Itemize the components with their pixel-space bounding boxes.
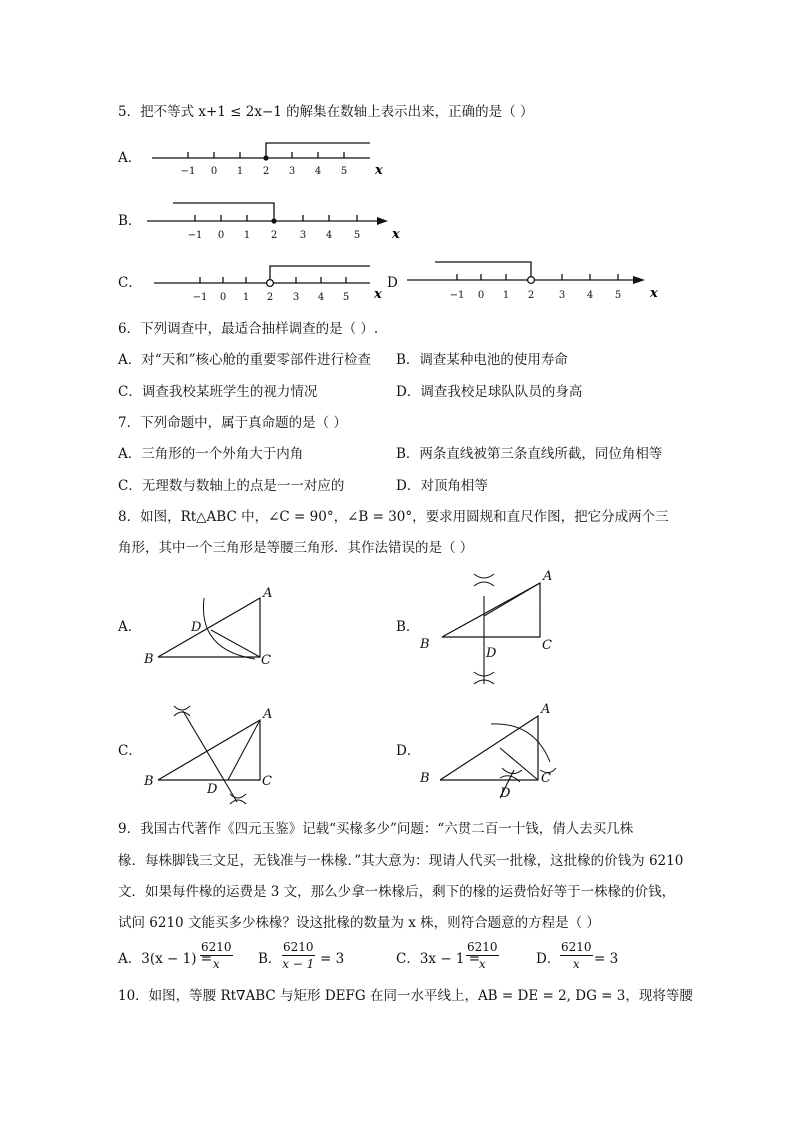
tick-label: 2 bbox=[266, 292, 274, 303]
point-label-a: A bbox=[541, 702, 551, 717]
q8-stem-line2: 角形，其中一个三角形是等腰三角形．其作法错误的是（ ） bbox=[118, 540, 474, 556]
q9-option-d-fraction bbox=[560, 941, 593, 970]
q9-option-d-suffix: = 3 bbox=[594, 951, 619, 967]
point-label-c: C bbox=[542, 638, 552, 653]
q9-stem-line1: 9．我国古代著作《四元玉鉴》记载“买椽多少”问题：“六贯二百一十钱，倩人去买几株 bbox=[118, 821, 634, 837]
q5-number-line-a bbox=[148, 138, 398, 178]
tick-label: 4 bbox=[317, 292, 325, 303]
point-label-d: D bbox=[207, 782, 218, 797]
q7-option-c: C．无理数与数轴上的点是一一对应的 bbox=[118, 478, 345, 494]
q8-figure-a bbox=[140, 580, 290, 670]
q5-option-c-label: C． bbox=[118, 275, 142, 291]
tick-label: 3 bbox=[292, 292, 300, 303]
fraction-numerator: 6210 bbox=[561, 940, 592, 954]
q9-option-b-prefix: B． bbox=[258, 951, 282, 967]
tick-label: 2 bbox=[270, 230, 278, 240]
point-label-a: A bbox=[263, 707, 273, 722]
point-label-b: B bbox=[420, 637, 430, 652]
q9-option-a-fraction bbox=[200, 941, 233, 970]
q5-number-line-c bbox=[150, 262, 390, 304]
q5-option-d-label: D bbox=[387, 275, 398, 291]
point-label-b: B bbox=[420, 771, 430, 786]
tick-label: −1 bbox=[187, 230, 203, 240]
axis-var: x bbox=[374, 287, 382, 302]
tick-label: 4 bbox=[325, 230, 333, 240]
point-label-d: D bbox=[191, 620, 202, 635]
point-label-c: C bbox=[261, 653, 271, 668]
tick-label: 1 bbox=[243, 230, 251, 240]
q6-option-a: A．对“天和”核心舱的重要零部件进行检查 bbox=[118, 352, 372, 368]
q9-option-c-fraction bbox=[466, 941, 499, 970]
tick-label: 5 bbox=[353, 230, 361, 240]
fraction-denominator: x bbox=[572, 957, 580, 971]
point-label-a: A bbox=[263, 586, 273, 601]
tick-label: 1 bbox=[236, 166, 244, 177]
tick-label: −1 bbox=[449, 290, 465, 300]
q8-option-a-label: A． bbox=[118, 619, 142, 635]
fraction-numerator: 6210 bbox=[283, 940, 314, 954]
tick-label: 3 bbox=[299, 230, 307, 240]
tick-label: 1 bbox=[502, 290, 510, 300]
point-label-a: A bbox=[543, 569, 553, 584]
tick-label: 3 bbox=[558, 290, 566, 300]
q10-stem-line1: 10．如图，等腰 Rt∇ABC 与矩形 DEFG 在同一水平线上，AB = DE = 2, DG = 3，现将等腰 bbox=[118, 988, 693, 1004]
tick-label: 1 bbox=[242, 292, 250, 303]
q9-option-d-prefix: D． bbox=[536, 951, 561, 967]
q8-figure-c bbox=[140, 698, 300, 808]
axis-var: x bbox=[392, 227, 400, 240]
tick-label: −1 bbox=[192, 292, 208, 303]
q9-stem-line4: 试问 6210 文能买多少株椽？设这批椽的数量为 x 株，则符合题意的方程是（ ） bbox=[118, 915, 600, 931]
q6-option-b: B．调查某种电池的使用寿命 bbox=[396, 352, 568, 368]
q9-option-a-prefix: A．3(x − 1) = bbox=[118, 951, 213, 967]
axis-var: x bbox=[650, 286, 658, 300]
q5-stem: 5．把不等式 x+1 ≤ 2x−1 的解集在数轴上表示出来，正确的是（ ） bbox=[118, 104, 534, 120]
point-label-b: B bbox=[144, 652, 154, 667]
q7-option-d: D．对顶角相等 bbox=[396, 478, 488, 494]
point-label-c: C bbox=[541, 771, 551, 786]
fraction-numerator: 6210 bbox=[201, 940, 232, 954]
tick-label: −1 bbox=[180, 166, 196, 177]
q6-stem: 6．下列调查中，最适合抽样调查的是（ ）. bbox=[118, 321, 379, 337]
tick-label: 0 bbox=[217, 230, 225, 240]
fraction-denominator: x − 1 bbox=[282, 957, 315, 971]
tick-label: 5 bbox=[614, 290, 622, 300]
axis-var: x bbox=[375, 163, 383, 178]
tick-label: 4 bbox=[586, 290, 594, 300]
q9-option-b-suffix: = 3 bbox=[320, 951, 345, 967]
tick-label: 4 bbox=[314, 166, 322, 177]
q6-option-c: C．调查我校某班学生的视力情况 bbox=[118, 384, 318, 400]
q9-option-b-fraction bbox=[282, 941, 315, 970]
tick-label: 2 bbox=[527, 290, 535, 300]
q5-option-b-label: B． bbox=[118, 213, 142, 229]
tick-label: 0 bbox=[219, 292, 227, 303]
q8-stem-line1: 8．如图，Rt△ABC 中，∠C = 90°，∠B = 30°，要求用圆规和直尺作图，把它分成两个三 bbox=[118, 509, 669, 525]
q8-figure-d bbox=[416, 698, 586, 808]
tick-label: 3 bbox=[288, 166, 296, 177]
q8-option-d-label: D． bbox=[396, 743, 421, 759]
q8-option-b-label: B． bbox=[396, 619, 420, 635]
tick-label: 5 bbox=[340, 166, 348, 177]
q9-option-c-prefix: C．3x − 1 = bbox=[396, 951, 481, 967]
tick-label: 0 bbox=[210, 166, 218, 177]
point-label-b: B bbox=[144, 774, 154, 789]
tick-label: 2 bbox=[262, 166, 270, 177]
fraction-denominator: x bbox=[212, 957, 220, 971]
q9-stem-line2: 椽．每株脚钱三文足，无钱准与一株椽．”其大意为：现请人代买一批椽，这批椽的价钱为 6210 bbox=[118, 853, 684, 869]
q7-stem: 7．下列命题中，属于真命题的是（ ） bbox=[118, 415, 347, 431]
q8-option-c-label: C． bbox=[118, 743, 142, 759]
fraction-numerator: 6210 bbox=[467, 940, 498, 954]
tick-label: 5 bbox=[342, 292, 350, 303]
q5-number-line-d bbox=[403, 258, 673, 300]
q5-option-a-label: A． bbox=[118, 150, 142, 166]
q8-figure-b bbox=[416, 566, 576, 686]
point-label-d: D bbox=[500, 786, 511, 801]
fraction-denominator: x bbox=[478, 957, 486, 971]
q5-number-line-b bbox=[143, 198, 408, 240]
q6-option-d: D．调查我校足球队队员的身高 bbox=[396, 384, 583, 400]
q7-option-a: A．三角形的一个外角大于内角 bbox=[118, 446, 304, 462]
point-label-d: D bbox=[486, 646, 497, 661]
tick-label: 0 bbox=[477, 290, 485, 300]
q7-option-b: B．两条直线被第三条直线所截，同位角相等 bbox=[396, 446, 663, 462]
point-label-c: C bbox=[262, 774, 272, 789]
q9-stem-line3: 文．如果每件椽的运费是 3 文，那么少拿一株椽后，剩下的椽的运费恰好等于一株椽的价钱， bbox=[118, 884, 676, 900]
